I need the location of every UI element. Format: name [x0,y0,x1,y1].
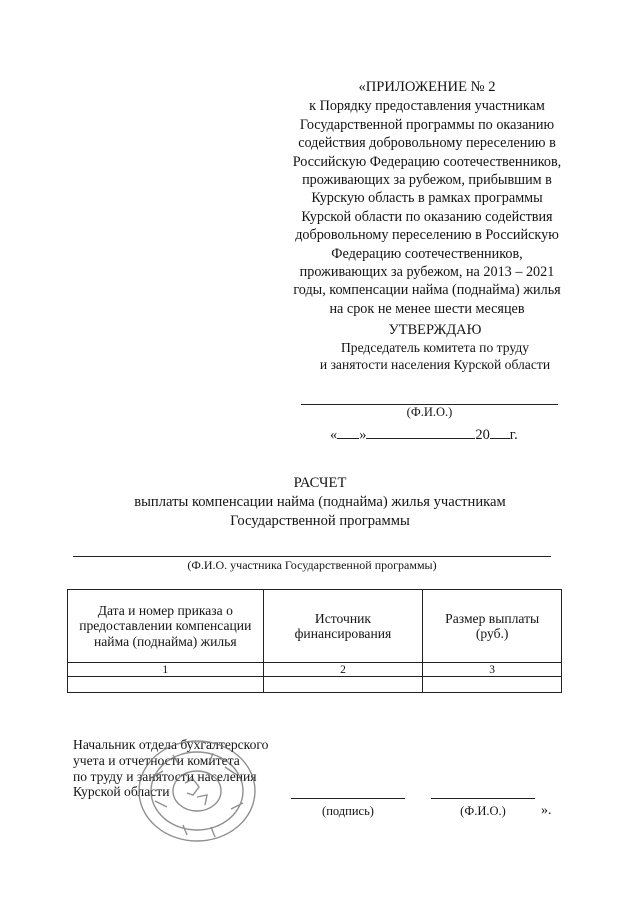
appendix-line: на срок не менее шести месяцев [329,300,525,317]
title-line: Государственной программы [230,513,410,529]
table-row [68,677,562,693]
table-header-cell: Дата и номер приказа о предоставлении компенсации найма (поднайма) жилья [68,590,264,663]
date-year-blank [490,424,510,439]
participant-name-line [73,556,551,557]
approver-fio-caption: (Ф.И.О.) [406,405,453,419]
table-number-row [68,663,562,677]
appendix-line: к Порядку предоставления участникам [309,98,545,115]
appendix-header [262,78,592,318]
table-header-cell: Источник финансирования [263,590,423,663]
chief-line: Начальник отдела бухгалтерского [73,737,269,752]
document-title [80,474,560,531]
approval-role-line: и занятости населения Курской области [319,357,551,372]
appendix-line: проживающих за рубежом, на 2013 – 2021 [299,264,555,281]
date-year-suffix: г. [509,427,518,443]
fio-caption: (Ф.И.О.) [460,804,506,818]
title-line: выплаты компенсации найма (поднайма) жилья участникам [134,494,506,510]
appendix-line: Российскую Федерацию соотечественников, [292,153,562,170]
table-cell [423,677,562,693]
signature-line [291,798,405,799]
appendix-line: Курскую область в рамках программы [311,190,543,207]
payment-table [67,589,562,693]
table-number-cell: 1 [68,663,264,677]
table-cell [263,677,423,693]
date-year-prefix: 20 [475,427,490,443]
official-stamp [133,735,261,845]
table-header-row [68,590,562,663]
date-open-quote: « [330,427,338,443]
title-main: РАСЧЕТ [293,475,347,491]
fio-line [431,798,535,799]
appendix-line: добровольному переселению в Российскую [295,227,559,244]
appendix-line: Федерацию соотечественников, [331,245,523,262]
approval-block [300,322,570,373]
approval-date [330,424,518,444]
appendix-heading: «ПРИЛОЖЕНИЕ № 2 [358,79,496,95]
table-number-cell: 3 [423,663,562,677]
signature-caption: (подпись) [322,804,374,818]
date-month-blank [366,424,475,439]
appendix-line: Государственной программы по оказанию [299,116,555,133]
approval-word: УТВЕРЖДАЮ [388,322,482,338]
participant-caption: (Ф.И.О. участника Государственной программы) [187,558,437,572]
chief-line: по труду и занятости населения [73,768,257,784]
appendix-line: Курской области по оказанию содействия [301,208,553,225]
appendix-line: годы, компенсации найма (поднайма) жилья [293,282,561,299]
date-day-blank [337,424,359,439]
date-close-quote: » [359,427,367,443]
table-header-cell: Размер выплаты (руб.) [423,590,562,663]
appendix-line: содействия добровольному переселению в [298,135,556,152]
table-number-cell: 2 [263,663,423,677]
appendix-line: проживающих за рубежом, прибывшим в [302,172,552,189]
chief-line: Курской области [73,784,170,800]
chief-line: учета и отчетности комитета [73,752,240,768]
closing-quote: ». [541,803,552,818]
approval-role-line: Председатель комитета по труду [340,340,530,355]
table-cell [68,677,264,693]
